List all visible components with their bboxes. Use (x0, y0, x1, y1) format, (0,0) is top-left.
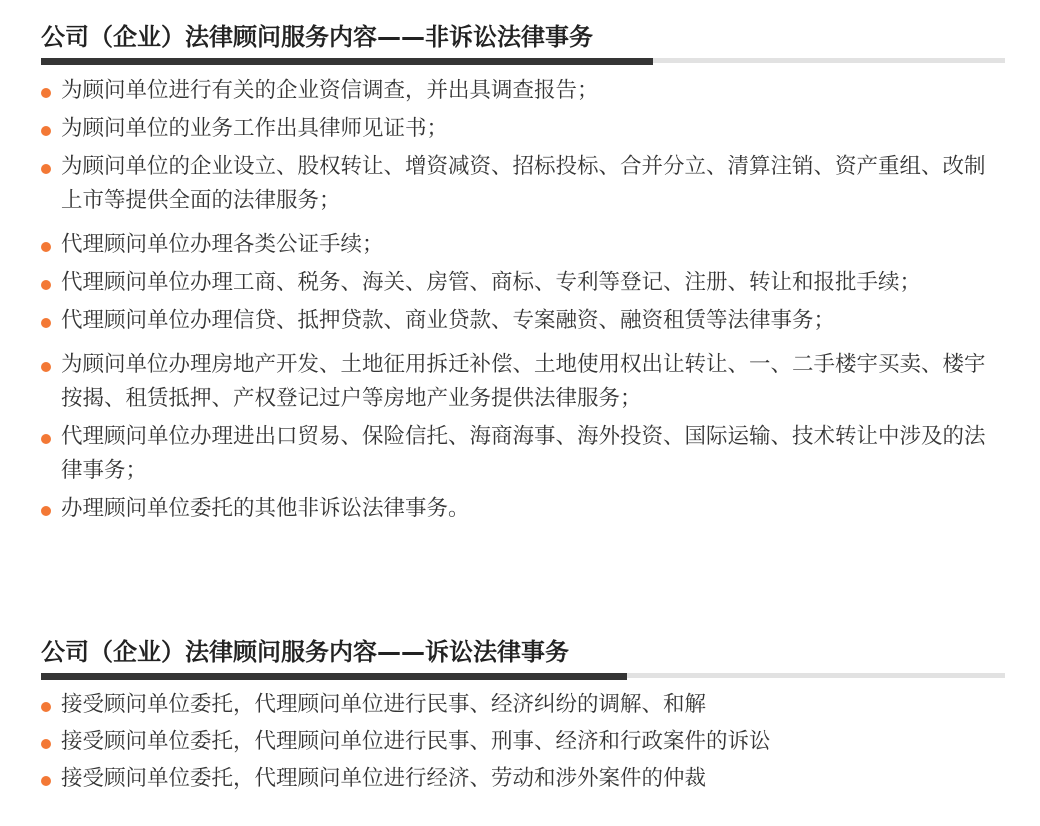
bullet-dot-icon (41, 164, 51, 174)
list-item (41, 348, 1005, 416)
service-list (41, 74, 1005, 526)
list-item-text: 接受顾问单位委托，代理顾问单位进行民事、经济纠纷的调解、和解 (61, 692, 707, 717)
list-item (41, 688, 1005, 722)
list-item-text: 代理顾问单位办理进出口贸易、保险信托、海商海事、海外投资、国际运输、技术转让中涉及的法律事务； (61, 424, 986, 483)
bullet-dot-icon (41, 242, 51, 252)
list-item (41, 266, 1005, 300)
bullet-dot-icon (41, 280, 51, 290)
list-item (41, 304, 1005, 338)
section-title: 公司（企业）法律顾问服务内容——非诉讼法律事务 (41, 23, 593, 51)
bullet-dot-icon (41, 702, 51, 712)
list-item (41, 228, 1005, 262)
section-litigation (41, 635, 1005, 799)
list-item-text: 为顾问单位进行有关的企业资信调查，并出具调查报告； (61, 78, 599, 103)
list-item-text: 为顾问单位的企业设立、股权转让、增资减资、招标投标、合并分立、清算注销、资产重组、改制上市等提供全面的法律服务； (61, 154, 986, 213)
list-item (41, 492, 1005, 526)
section-header (41, 20, 1005, 65)
list-item (41, 762, 1005, 796)
title-underline-dark (41, 673, 627, 680)
bullet-dot-icon (41, 506, 51, 516)
list-item (41, 112, 1005, 146)
list-item (41, 150, 1005, 218)
service-list (41, 688, 1005, 796)
list-item (41, 420, 1005, 488)
list-item-text: 为顾问单位办理房地产开发、土地征用拆迁补偿、土地使用权出让转让、一、二手楼宇买卖、楼宇按揭、租赁抵押、产权登记过户等房地产业务提供法律服务； (61, 352, 986, 411)
section-title: 公司（企业）法律顾问服务内容——诉讼法律事务 (41, 638, 569, 666)
list-item-text: 代理顾问单位办理信贷、抵押贷款、商业贷款、专案融资、融资租赁等法律事务； (61, 308, 836, 333)
section-non-litigation (41, 20, 1005, 530)
list-item-text: 接受顾问单位委托，代理顾问单位进行经济、劳动和涉外案件的仲裁 (61, 766, 707, 791)
list-item (41, 74, 1005, 108)
bullet-dot-icon (41, 318, 51, 328)
bullet-dot-icon (41, 739, 51, 749)
list-item-text: 代理顾问单位办理工商、税务、海关、房管、商标、专利等登记、注册、转让和报批手续； (61, 270, 922, 295)
list-item-text: 代理顾问单位办理各类公证手续； (61, 232, 384, 257)
bullet-dot-icon (41, 88, 51, 98)
title-underline-dark (41, 58, 653, 65)
list-item-text: 为顾问单位的业务工作出具律师见证书； (61, 116, 449, 141)
bullet-dot-icon (41, 776, 51, 786)
bullet-dot-icon (41, 126, 51, 136)
section-header (41, 635, 1005, 680)
bullet-dot-icon (41, 362, 51, 372)
list-item-text: 办理顾问单位委托的其他非诉讼法律事务。 (61, 496, 470, 521)
bullet-dot-icon (41, 434, 51, 444)
list-item-text: 接受顾问单位委托，代理顾问单位进行民事、刑事、经济和行政案件的诉讼 (61, 729, 771, 754)
list-item (41, 725, 1005, 759)
